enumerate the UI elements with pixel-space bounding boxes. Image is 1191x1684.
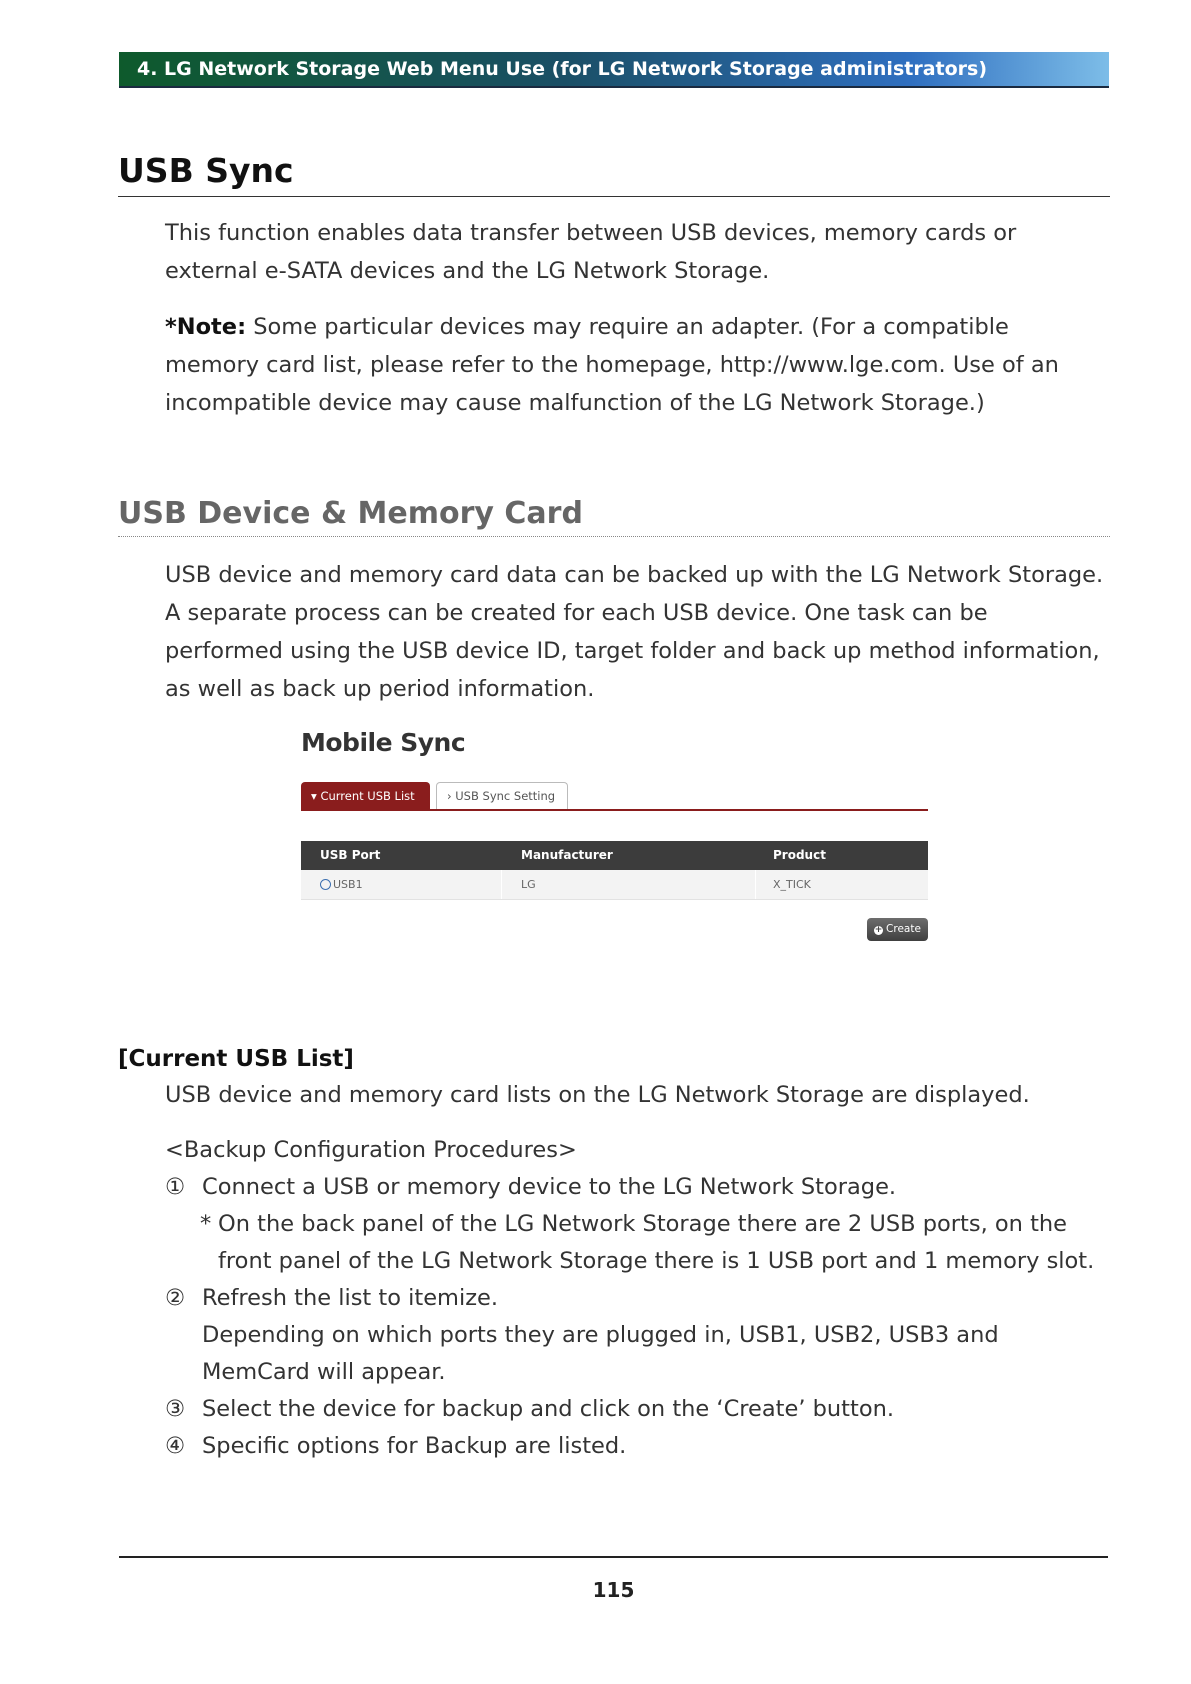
- step-number: ①: [165, 1174, 186, 1200]
- manufacturer-cell: LG: [502, 870, 756, 899]
- note-label: *Note:: [165, 314, 247, 340]
- step-1: [165, 1168, 896, 1206]
- step-text: Specific options for Backup are listed.: [202, 1433, 627, 1459]
- chapter-header-bar: [119, 52, 1109, 88]
- procedures-title: <Backup Configuration Procedures>: [165, 1137, 577, 1163]
- step-1-note-line: * On the back panel of the LG Network Storage there are 2 USB ports, on the: [200, 1205, 1067, 1243]
- usb-port-value: USB1: [333, 878, 363, 891]
- tab-underline: [301, 809, 928, 811]
- current-usb-description: USB device and memory card lists on the LG Network Storage are displayed.: [165, 1082, 1030, 1108]
- tab-current-usb-list[interactable]: [301, 782, 430, 810]
- note-star: *: [200, 1211, 212, 1237]
- step-4: [165, 1427, 626, 1465]
- create-label: Create: [886, 923, 921, 935]
- column-header-usb-port: USB Port: [320, 848, 381, 862]
- tab-usb-sync-setting[interactable]: [436, 782, 568, 809]
- subsection-paragraph: [165, 556, 1105, 708]
- step-number: ④: [165, 1433, 186, 1459]
- chapter-title: 4. LG Network Storage Web Menu Use (for LG Network Storage administrators): [137, 58, 988, 80]
- tab-label: Current USB List: [320, 789, 415, 803]
- subsection-title: USB Device & Memory Card: [118, 494, 1110, 537]
- step-text: Connect a USB or memory device to the LG Network Storage.: [202, 1174, 897, 1200]
- step-3: [165, 1390, 894, 1428]
- product-cell: X_TICK: [773, 878, 811, 891]
- note-line: memory card list, please refer to the homepage, http://www.lge.com. Use of an: [165, 352, 1059, 378]
- plus-icon: +: [874, 925, 883, 935]
- step-2: [165, 1279, 498, 1317]
- subsection-line: USB device and memory card data can be backed up with the LG Network Storage.: [165, 562, 1104, 588]
- step-number: ③: [165, 1396, 186, 1422]
- step-1-note-line: front panel of the LG Network Storage there is 1 USB port and 1 memory slot.: [218, 1248, 1095, 1274]
- chevron-down-icon: ▾: [311, 789, 317, 803]
- usb-list-table: [301, 841, 928, 900]
- intro-paragraph: [165, 214, 1105, 290]
- note-line: incompatible device may cause malfunction of the LG Network Storage.): [165, 390, 985, 416]
- table-row[interactable]: [301, 870, 928, 900]
- step-2-extra-line: Depending on which ports they are plugged in, USB1, USB2, USB3 and: [202, 1322, 999, 1348]
- chevron-right-icon: ›: [447, 789, 452, 803]
- section-title: USB Sync: [118, 150, 1110, 197]
- usb-radio-button[interactable]: [320, 879, 331, 890]
- current-usb-list-heading: [Current USB List]: [118, 1046, 354, 1072]
- step-2-extra-line: MemCard will appear.: [202, 1359, 446, 1385]
- page-number: 115: [592, 1578, 635, 1602]
- table-header: [301, 841, 928, 870]
- column-header-product: Product: [773, 848, 826, 862]
- step-text: Refresh the list to itemize.: [202, 1285, 499, 1311]
- usb-port-cell: [301, 870, 502, 899]
- intro-line: external e-SATA devices and the LG Network Storage.: [165, 258, 770, 284]
- column-header-manufacturer: Manufacturer: [521, 848, 613, 862]
- create-button[interactable]: [867, 918, 928, 941]
- note-line: Some particular devices may require an adapter. (For a compatible: [246, 314, 1009, 340]
- note-paragraph: [165, 308, 1105, 422]
- footer-divider: [119, 1556, 1108, 1558]
- intro-line: This function enables data transfer between USB devices, memory cards or: [165, 220, 1017, 246]
- step-text: Select the device for backup and click on the ‘Create’ button.: [202, 1396, 895, 1422]
- tab-label: USB Sync Setting: [455, 789, 556, 803]
- subsection-line: as well as back up period information.: [165, 676, 595, 702]
- subsection-line: A separate process can be created for each USB device. One task can be: [165, 600, 988, 626]
- mobile-sync-title: Mobile Sync: [301, 728, 466, 757]
- step-number: ②: [165, 1285, 186, 1311]
- subsection-line: performed using the USB device ID, target folder and back up method information,: [165, 638, 1100, 664]
